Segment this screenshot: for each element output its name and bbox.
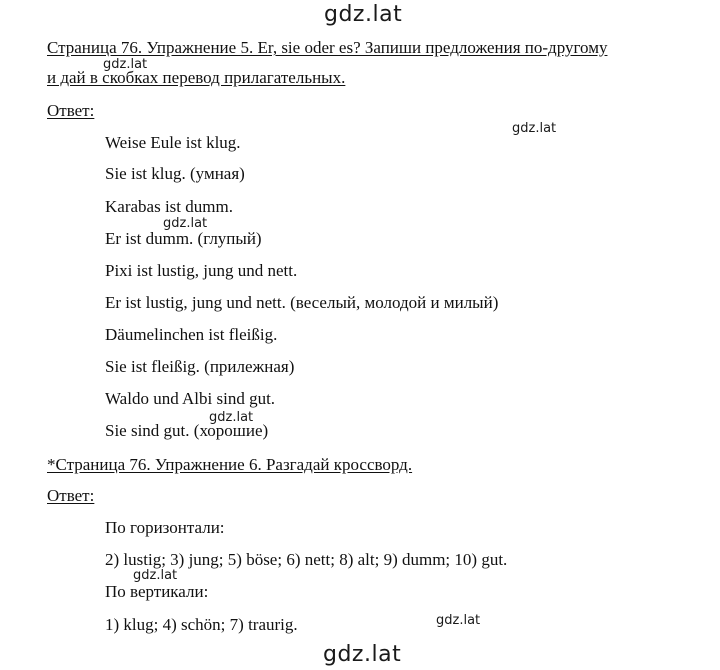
vertical-label: По вертикали: [105,582,209,601]
answer-line: Sie ist fleißig. (прилежная) [105,357,295,376]
answer-line: Sie ist klug. (умная) [105,164,245,183]
answer-line: Sie sind gut. (хорошие) [105,421,269,440]
answer-line: Däumelinchen ist fleißig. [105,325,278,344]
answer-line: Waldo und Albi sind gut. [105,389,276,408]
exercise-5-title-line-1: Страница 76. Упражнение 5. Er, sie oder es? Запиши предложения по-другому [47,38,608,57]
answer-line: Karabas ist dumm. [105,197,233,216]
watermark: gdz.lat [163,216,208,231]
answer-line: Weise Eule ist klug. [105,133,241,152]
horizontal-answers: 2) lustig; 3) jung; 5) böse; 6) nett; 8) alt; 9) dumm; 10) gut. [105,550,508,569]
watermark-bottom: gdz.lat [323,642,402,667]
watermark: gdz.lat [133,568,178,583]
exercise-5-title-line-2: и дай в скобках перевод прилагательных. [47,68,346,87]
answer-line: Pixi ist lustig, jung und nett. [105,261,298,280]
watermark: gdz.lat [436,613,481,628]
exercise-6-answer-label: Ответ: [47,486,95,505]
watermark: gdz.lat [103,57,148,72]
watermark: gdz.lat [512,121,557,136]
exercise-6-title: *Страница 76. Упражнение 6. Разгадай кроссворд. [47,455,413,474]
watermark: gdz.lat [209,410,254,425]
vertical-answers: 1) klug; 4) schön; 7) traurig. [105,615,298,634]
horizontal-label: По горизонтали: [105,518,225,537]
watermark-top: gdz.lat [324,2,403,27]
answer-line: Er ist dumm. (глупый) [105,229,262,248]
exercise-5-answer-label: Ответ: [47,101,95,120]
answer-line: Er ist lustig, jung und nett. (веселый, молодой и милый) [105,293,499,312]
